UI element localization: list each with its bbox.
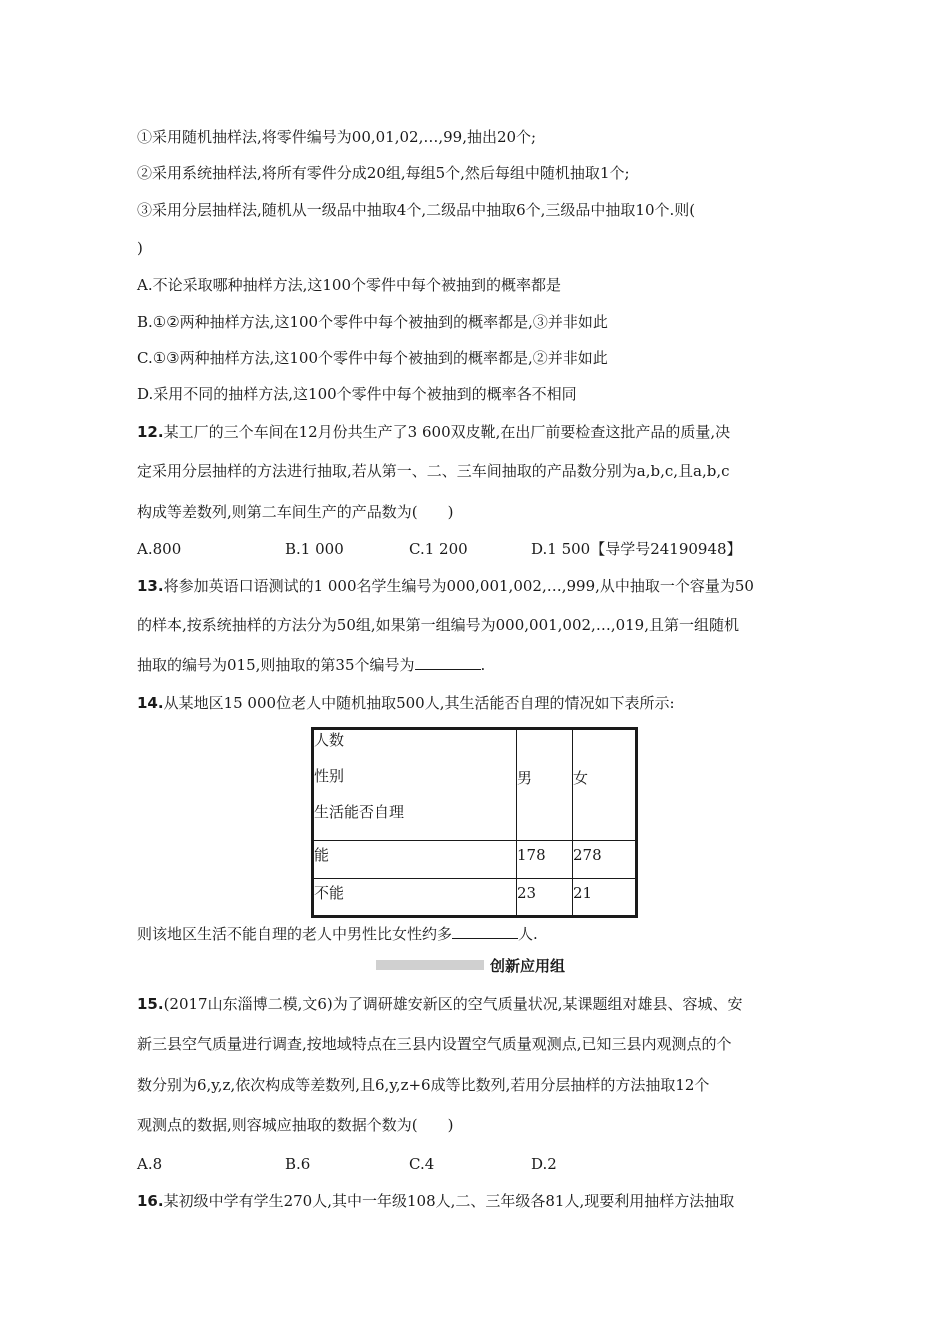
q15-option-a: A.8	[137, 1155, 163, 1173]
table-header-row	[313, 729, 637, 841]
section-title: 创新应用组	[490, 957, 566, 975]
q13-line-3	[137, 655, 485, 675]
elderly-care-table	[311, 727, 638, 918]
q16-number: 16.	[137, 1192, 164, 1210]
option-b: B.①②两种抽样方法,这100个零件中每个被抽到的概率都是,③并非如此	[137, 313, 608, 331]
q15-line-3: 数分别为6,y,z,依次构成等差数列,且6,y,z+6成等比数列,若用分层抽样的方法抽取12个	[137, 1076, 710, 1094]
line-3: ③采用分层抽样法,随机从一级品中抽取4个,二级品中抽取6个,三级品中抽取10个.则(	[137, 201, 696, 219]
cell-cannot-female: 21	[573, 879, 637, 917]
q13-end: .	[480, 656, 486, 674]
q14-answer-blank[interactable]	[452, 924, 518, 939]
q16-text-1: 某初级中学有学生270人,其中一年级108人,二、三年级各81人,现要利用抽样方法抽取	[163, 1192, 735, 1210]
line-4: )	[137, 239, 143, 257]
cell-cannot-male: 23	[517, 879, 573, 917]
section-decoration-bar	[376, 960, 484, 970]
option-a: A.不论采取哪种抽样方法,这100个零件中每个被抽到的概率都是	[137, 276, 562, 294]
line-1: ①采用随机抽样法,将零件编号为00,01,02,…,99,抽出20个;	[137, 128, 537, 146]
q13-answer-blank[interactable]	[415, 655, 481, 670]
q13-text-1: 将参加英语口语测试的1 000名学生编号为000,001,002,…,999,从中抽取一个容量为50	[163, 577, 754, 595]
q14-after-text: 则该地区生活不能自理的老人中男性比女性约多	[137, 925, 453, 943]
q15-option-d: D.2	[531, 1155, 557, 1173]
header-count-label: 人数	[314, 731, 345, 749]
q12-line-2: 定采用分层抽样的方法进行抽取,若从第一、二、三车间抽取的产品数分别为a,b,c,且a,b,c	[137, 462, 730, 480]
q14-number: 14.	[137, 694, 164, 712]
q15-text-1: (2017山东淄博二模,文6)为了调研雄安新区的空气质量状况,某课题组对雄县、容城、安	[163, 995, 743, 1013]
q15-line-1	[137, 994, 743, 1014]
q15-line-4: 观测点的数据,则容城应抽取的数据个数为( )	[137, 1116, 454, 1134]
header-selfcare-label: 生活能否自理	[314, 803, 405, 821]
header-male: 男	[517, 729, 573, 841]
option-c: C.①③两种抽样方法,这100个零件中每个被抽到的概率都是,②并非如此	[137, 349, 608, 367]
q13-line-1	[137, 576, 754, 596]
q12-line-3: 构成等差数列,则第二车间生产的产品数为( )	[137, 503, 454, 521]
row-label-can: 能	[313, 841, 517, 879]
q14-after-line	[137, 924, 538, 944]
q15-number: 15.	[137, 995, 164, 1013]
line-2: ②采用系统抽样法,将所有零件分成20组,每组5个,然后每组中随机抽取1个;	[137, 164, 630, 182]
q12-text-1: 某工厂的三个车间在12月份共生产了3 600双皮靴,在出厂前要检查这批产品的质量,决	[163, 423, 731, 441]
q13-line-2: 的样本,按系统抽样的方法分为50组,如果第一组编号为000,001,002,…,019,且第一组随机	[137, 616, 739, 634]
q15-option-c: C.4	[409, 1155, 435, 1173]
q13-text-3: 抽取的编号为015,则抽取的第35个编号为	[137, 656, 415, 674]
cell-can-male: 178	[517, 841, 573, 879]
q14-text-1: 从某地区15 000位老人中随机抽取500人,其生活能否自理的情况如下表所示:	[163, 694, 675, 712]
q12-number: 12.	[137, 423, 164, 441]
q13-number: 13.	[137, 577, 164, 595]
q12-option-d: D.1 500【导学号24190948】	[531, 540, 742, 558]
q15-option-b: B.6	[285, 1155, 311, 1173]
table-row	[313, 879, 637, 917]
q12-option-b: B.1 000	[285, 540, 344, 558]
q14-after-end: 人.	[518, 925, 538, 943]
q12-option-c: C.1 200	[409, 540, 468, 558]
q12-option-a: A.800	[137, 540, 182, 558]
q14-line-1	[137, 693, 675, 713]
q12-options	[137, 539, 742, 559]
header-female: 女	[573, 729, 637, 841]
q15-options	[137, 1154, 557, 1174]
q16-line-1	[137, 1191, 734, 1211]
option-d: D.采用不同的抽样方法,这100个零件中每个被抽到的概率各不相同	[137, 385, 577, 403]
header-gender-label: 性别	[314, 767, 345, 785]
table-row	[313, 841, 637, 879]
q15-line-2: 新三县空气质量进行调查,按地域特点在三县内设置空气质量观测点,已知三县内观测点的个	[137, 1035, 732, 1053]
row-label-cannot: 不能	[313, 879, 517, 917]
q12-line-1	[137, 422, 730, 442]
cell-can-female: 278	[573, 841, 637, 879]
table-header-cell	[313, 729, 517, 841]
